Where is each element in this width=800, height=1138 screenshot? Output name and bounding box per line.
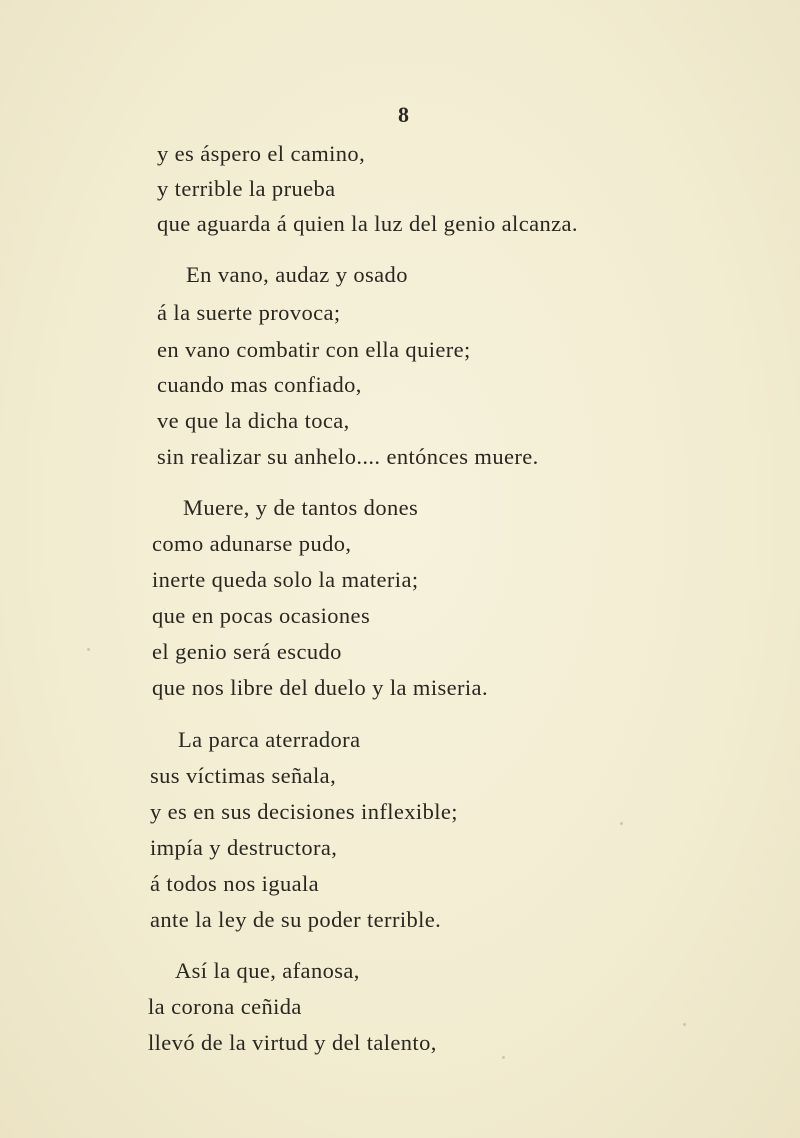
poem-line: La parca aterradora bbox=[178, 727, 361, 752]
poem-line: Así la que, afanosa, bbox=[175, 958, 360, 983]
poem-line: y terrible la prueba bbox=[157, 176, 336, 201]
poem-line: como adunarse pudo, bbox=[152, 531, 352, 556]
poem-line: la corona ceñida bbox=[148, 994, 302, 1019]
paper-speck bbox=[683, 1023, 686, 1026]
poem-line: que en pocas ocasiones bbox=[152, 603, 371, 628]
poem-line: ve que la dicha toca, bbox=[157, 408, 350, 433]
paper-speck bbox=[620, 822, 623, 825]
poem-line: sus víctimas señala, bbox=[150, 763, 337, 788]
poem-line: en vano combatir con ella quiere; bbox=[157, 337, 471, 362]
poem-line: y es áspero el camino, bbox=[157, 141, 366, 166]
poem-line: que nos libre del duelo y la miseria. bbox=[152, 675, 488, 700]
page-number: 8 bbox=[398, 102, 409, 127]
poem-line: llevó de la virtud y del talento, bbox=[148, 1030, 437, 1055]
poem-line: á la suerte provoca; bbox=[157, 300, 341, 325]
paper-speck bbox=[502, 1056, 505, 1059]
poem-line: Muere, y de tantos dones bbox=[183, 495, 419, 520]
poem-line: sin realizar su anhelo.... entónces muere. bbox=[157, 444, 539, 469]
poem-line: En vano, audaz y osado bbox=[186, 262, 408, 287]
poem-line: cuando mas confiado, bbox=[157, 372, 362, 397]
poem-line: impía y destructora, bbox=[150, 835, 338, 860]
poem-line: ante la ley de su poder terrible. bbox=[150, 907, 442, 932]
poem-line: que aguarda á quien la luz del genio alcanza. bbox=[157, 211, 578, 236]
poem-line: y es en sus decisiones inflexible; bbox=[150, 799, 458, 824]
poem-line: á todos nos iguala bbox=[150, 871, 320, 896]
paper-speck bbox=[87, 648, 90, 651]
poem-line: inerte queda solo la materia; bbox=[152, 567, 419, 592]
poem-line: el genio será escudo bbox=[152, 639, 342, 664]
